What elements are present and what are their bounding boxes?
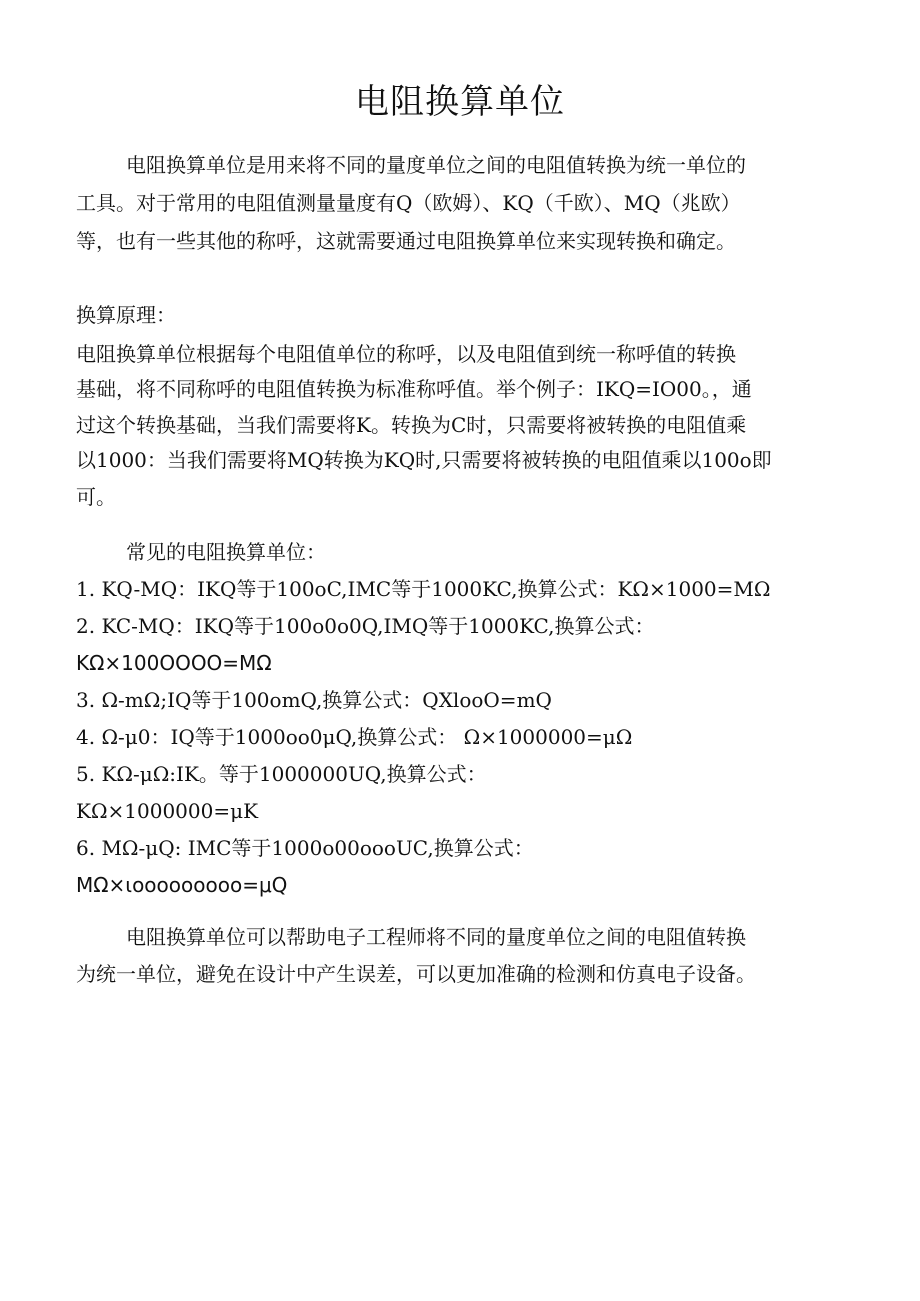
principle-line: 可。 <box>76 485 116 509</box>
units-heading: 常见的电阻换算单位： <box>126 540 326 564</box>
principle-line: 基础，将不同称呼的电阻值转换为标准称呼值。举个例子：IKQ=IO00。，通 <box>76 377 752 401</box>
intro-line: 等，也有一些其他的称呼，这就需要通过电阻换算单位来实现转换和确定。 <box>76 229 736 253</box>
principle-line: 电阻换算单位根据每个电阻值单位的称呼，以及电阻值到统一称呼值的转换 <box>76 342 736 366</box>
unit-item: 1. KQ-MQ：IKQ等于100oC,IMC等于1000KC,换算公式：KΩ×1000=MΩ <box>76 577 771 601</box>
unit-formula: KΩ×100OOOO=MΩ <box>76 651 272 675</box>
intro-line: 工具。对于常用的电阻值测量量度有Q（欧姆）、KQ（千欧）、MQ（兆欧） <box>76 191 741 215</box>
unit-item: 3. Ω-mΩ;IQ等于100omQ,换算公式：QXlooO=mQ <box>76 688 552 712</box>
principle-line: 以1000：当我们需要将MQ转换为KQ时,只需要将被转换的电阻值乘以100o即 <box>76 448 772 472</box>
principle-heading: 换算原理： <box>76 303 176 327</box>
unit-item: 2. KC-MQ：IKQ等于100o0o0Q,IMQ等于1000KC,换算公式： <box>76 614 655 638</box>
unit-formula: MΩ×ιooooooooo=μQ <box>76 873 288 897</box>
intro-line: 电阻换算单位是用来将不同的量度单位之间的电阻值转换为统一单位的 <box>126 153 746 177</box>
page-title: 电阻换算单位 <box>355 82 565 122</box>
unit-item: 5. KΩ-μΩ:IK。等于1000000UQ,换算公式： <box>76 762 487 786</box>
unit-item: 6. MΩ-μQ: IMC等于1000o00oooUC,换算公式： <box>76 836 534 860</box>
conclusion-line: 为统一单位，避免在设计中产生误差，可以更加准确的检测和仿真电子设备。 <box>76 962 756 986</box>
principle-line: 过这个转换基础，当我们需要将K。转换为C时，只需要将被转换的电阻值乘 <box>76 413 747 437</box>
unit-formula: KΩ×1000000=μK <box>76 799 259 823</box>
conclusion-line: 电阻换算单位可以帮助电子工程师将不同的量度单位之间的电阻值转换 <box>126 925 746 949</box>
unit-item: 4. Ω-μ0：IQ等于1000oo0μQ,换算公式： Ω×1000000=μΩ <box>76 725 633 749</box>
